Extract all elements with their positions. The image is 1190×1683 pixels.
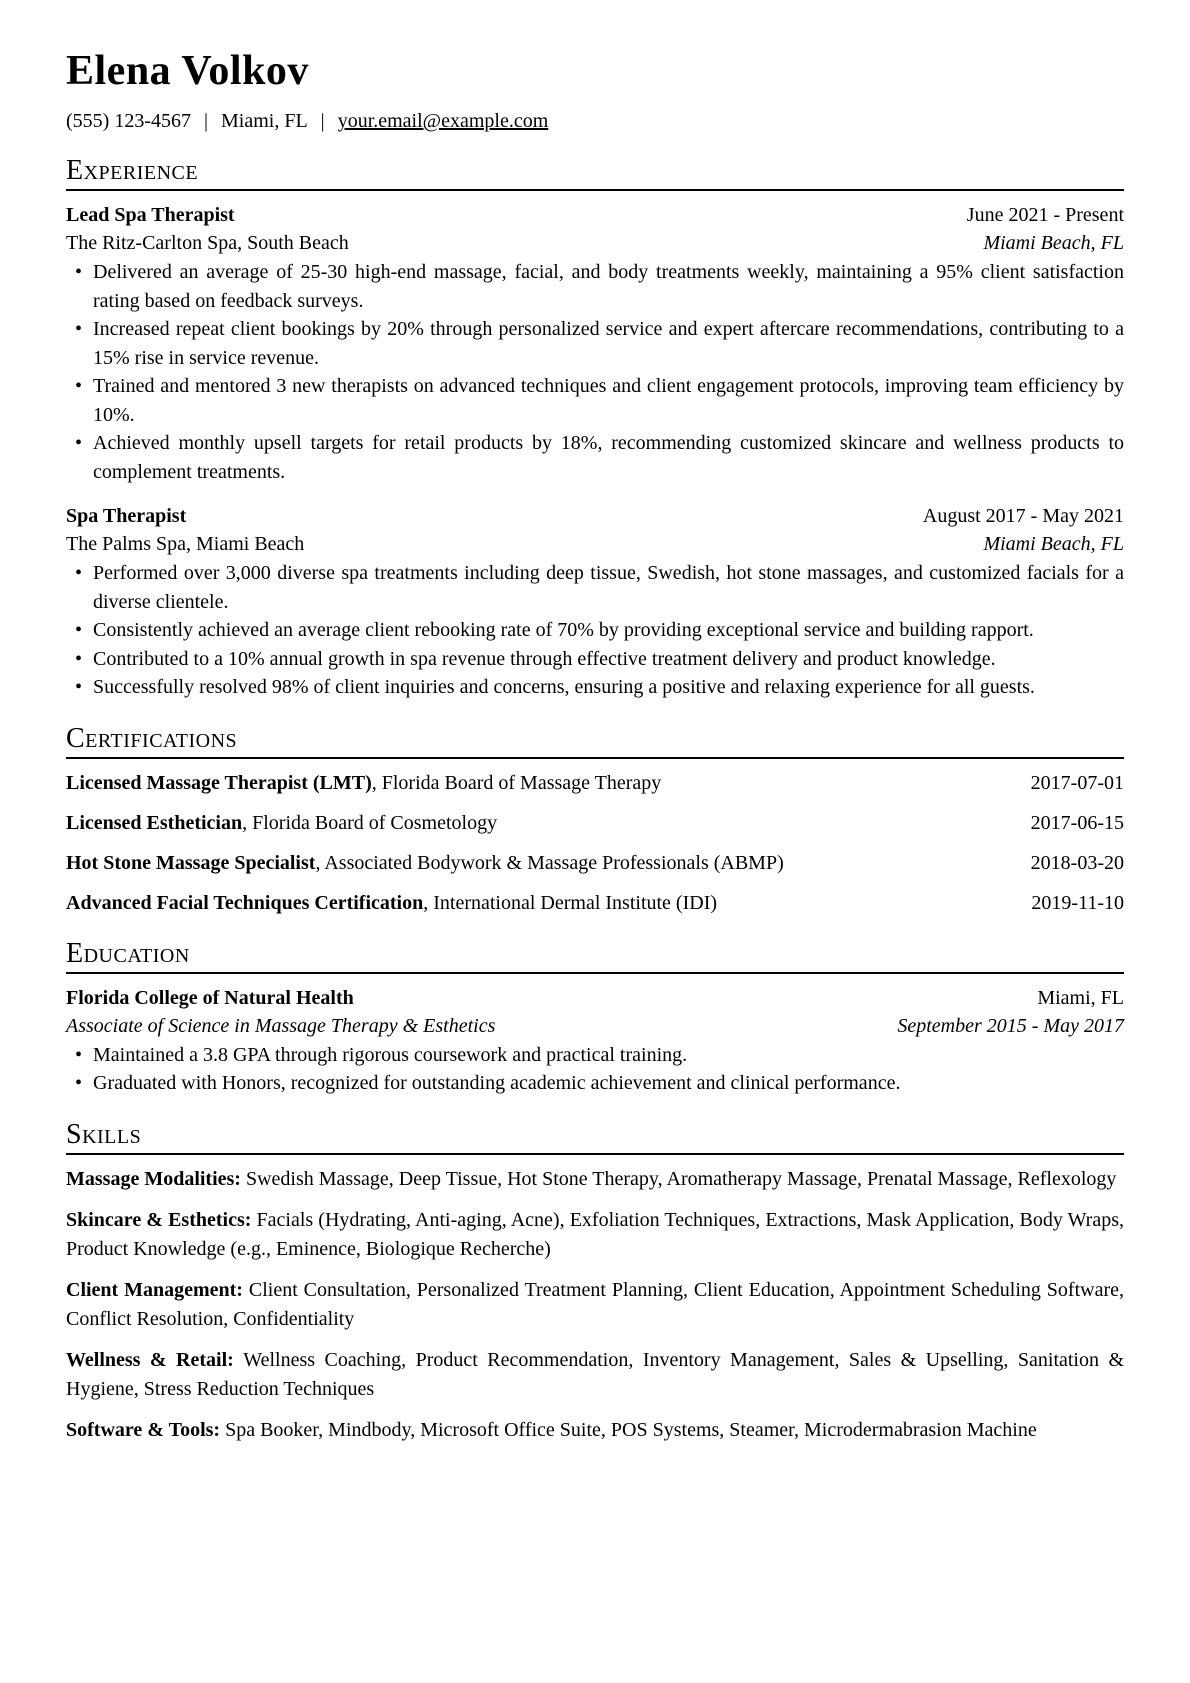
section-heading-skills: Skills (66, 1120, 1124, 1155)
job-title: Lead Spa Therapist (66, 204, 235, 227)
location-text: Miami, FL (221, 110, 308, 133)
certification-date: 2017-07-01 (1030, 771, 1124, 794)
certification-entry (66, 769, 1124, 797)
degree-name: Associate of Science in Massage Therapy & Esthetics (66, 1014, 496, 1037)
certification-entry (66, 889, 1124, 917)
certification-name: Licensed Esthetician (66, 811, 243, 834)
certification-issuer: , Florida Board of Massage Therapy (372, 772, 662, 794)
education-section (66, 984, 1124, 1098)
certification-text (66, 849, 784, 877)
skill-list: Spa Booker, Mindbody, Microsoft Office Suite, POS Systems, Steamer, Microdermabrasion Machine (225, 1419, 1037, 1442)
skill-list: Wellness Coaching, Product Recommendation, Inventory Management, Sales & Upselling, Sanitation & Hygiene, Stress Reduction Techniques (66, 1349, 1125, 1400)
education-dates: September 2015 - May 2017 (897, 1014, 1124, 1037)
job-dates: August 2017 - May 2021 (922, 505, 1124, 528)
skill-category-label: Wellness & Retail: (66, 1349, 234, 1372)
job-bullet: • Performed over 3,000 diverse spa treatments including deep tissue, Swedish, hot stone massages, and customized facials for a diverse clientele. (66, 559, 1124, 616)
phone-number: (555) 123-4567 (66, 110, 191, 133)
section-heading-experience: Experience (66, 156, 1124, 191)
skill-group (66, 1206, 1124, 1263)
certification-text (66, 769, 661, 797)
certification-issuer: , International Dermal Institute (IDI) (423, 892, 717, 914)
certification-date: 2018-03-20 (1030, 851, 1124, 874)
skill-list: Swedish Massage, Deep Tissue, Hot Stone Therapy, Aromatherapy Massage, Prenatal Massage, Reflexology (245, 1167, 1117, 1190)
job-bullet: • Trained and mentored 3 new therapists on advanced techniques and client engagement protocols, improving team efficiency by 10%. (66, 372, 1124, 429)
job-entry (66, 201, 1124, 486)
job-company: The Palms Spa, Miami Beach (66, 533, 305, 556)
certification-date: 2017-06-15 (1030, 811, 1124, 834)
job-bullet: • Contributed to a 10% annual growth in spa revenue through effective treatment delivery and product knowledge. (66, 645, 1124, 674)
job-location: Miami Beach, FL (983, 232, 1124, 255)
certification-name: Hot Stone Massage Specialist (66, 851, 316, 874)
education-bullet: • Graduated with Honors, recognized for outstanding academic achievement and clinical performance. (66, 1069, 1124, 1098)
job-bullet: • Successfully resolved 98% of client inquiries and concerns, ensuring a positive and relaxing experience for all guests. (66, 673, 1124, 702)
certification-name: Advanced Facial Techniques Certification (66, 891, 424, 914)
email-link[interactable]: your.email@example.com (337, 110, 549, 133)
job-bullet-list (66, 559, 1124, 702)
education-bullet: • Maintained a 3.8 GPA through rigorous coursework and practical training. (66, 1041, 1124, 1070)
skill-category-label: Massage Modalities: (66, 1167, 241, 1190)
skill-category-label: Software & Tools: (66, 1419, 221, 1442)
certification-name: Licensed Massage Therapist (LMT) (66, 771, 372, 794)
job-bullet: • Consistently achieved an average client rebooking rate of 70% by providing exceptional service and building rapport. (66, 616, 1124, 645)
skill-group (66, 1276, 1124, 1333)
skill-group (66, 1416, 1124, 1445)
skills-section (66, 1165, 1124, 1445)
job-bullet-list (66, 258, 1124, 486)
job-location: Miami Beach, FL (983, 533, 1124, 556)
section-heading-education: Education (66, 939, 1124, 974)
person-name: Elena Volkov (66, 48, 309, 94)
contact-separator: | (320, 110, 325, 133)
skill-category-label: Skincare & Esthetics: (66, 1209, 252, 1232)
skill-category-label: Client Management: (66, 1279, 243, 1302)
job-title: Spa Therapist (66, 505, 187, 528)
certification-entry (66, 809, 1124, 837)
certification-issuer: , Florida Board of Cosmetology (242, 812, 497, 834)
job-bullet: • Increased repeat client bookings by 20% through personalized service and expert aftercare recommendations, contributing to a 15% rise in service revenue. (66, 315, 1124, 372)
certification-entry (66, 849, 1124, 877)
school-location: Miami, FL (1037, 986, 1124, 1009)
skill-group (66, 1346, 1124, 1403)
job-bullet: • Achieved monthly upsell targets for retail products by 18%, recommending customized skincare and wellness products to complement treatments. (66, 429, 1124, 486)
certification-text (66, 889, 717, 917)
certification-text (66, 809, 497, 837)
skill-group (66, 1165, 1124, 1194)
education-bullet-list (66, 1041, 1124, 1098)
experience-section (66, 201, 1124, 702)
certification-issuer: , Associated Bodywork & Massage Professionals (ABMP) (315, 852, 783, 874)
contact-line (66, 108, 1124, 134)
certification-date: 2019-11-10 (1031, 891, 1124, 914)
contact-separator: | (203, 110, 208, 133)
job-dates: June 2021 - Present (966, 204, 1124, 227)
certifications-section (66, 769, 1124, 917)
skill-list: Client Consultation, Personalized Treatment Planning, Client Education, Appointment Scheduling Software, Conflict Resolution, Confidentiality (66, 1279, 1124, 1330)
section-heading-certifications: Certifications (66, 724, 1124, 759)
school-name: Florida College of Natural Health (66, 986, 354, 1009)
skill-list: Facials (Hydrating, Anti-aging, Acne), Exfoliation Techniques, Extractions, Mask Application, Body Wraps, Product Knowledge (e.g., Eminence, Biologique Recherche) (66, 1209, 1124, 1260)
job-company: The Ritz-Carlton Spa, South Beach (66, 232, 349, 255)
job-entry (66, 502, 1124, 702)
job-bullet: • Delivered an average of 25-30 high-end massage, facial, and body treatments weekly, maintaining a 95% client satisfaction rating based on feedback surveys. (66, 258, 1124, 315)
